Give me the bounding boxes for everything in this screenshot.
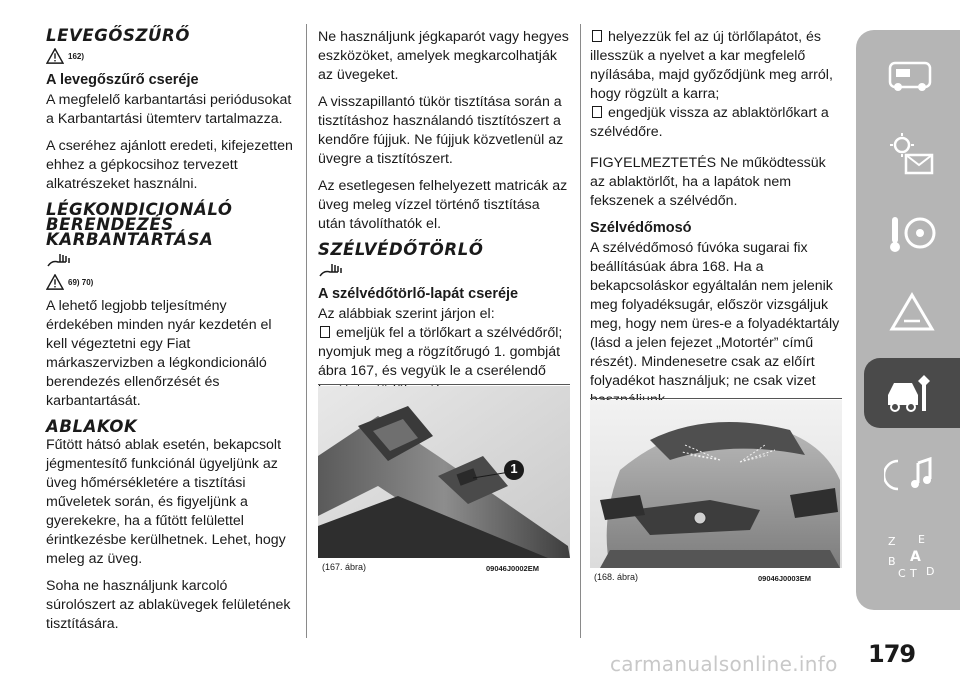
figure-caption: (168. ábra) (594, 572, 639, 582)
figure-168 (590, 400, 842, 583)
wiper-refs (318, 261, 570, 279)
tab-multimedia[interactable] (864, 438, 960, 508)
checkbox-bullet-icon (592, 106, 602, 118)
list-item (590, 104, 842, 142)
maintenance-icon (884, 369, 940, 417)
tab-maintenance[interactable] (864, 358, 960, 428)
ac-warning-refs (46, 273, 296, 291)
multimedia-icon (884, 449, 940, 497)
column-3 (590, 28, 842, 418)
subheading-wiper-blade: A szélvédőtörlő-lapát cseréje (318, 286, 519, 302)
paragraph: Az alábbiak szerint járjon el: (318, 306, 495, 322)
paragraph: A szélvédőmosó fúvóka sugarai fix beállításúak ábra 168. Ha a bekapcsoláskor egyáltalán nem jelenik meg folyadéksugár, először vizsgáljuk meg, hogy nem üres-e a folyadéktartály (lásd a jelen fejezet „Motortér” című részét). Mindenesetre csak az előírt folyadékot használjuk; ne csak vizet (590, 240, 840, 389)
reference-number: 69) 70) (68, 277, 94, 287)
warning-lights-icon (884, 129, 940, 177)
paragraph: Ne használjunk jégkaparót vagy hegyes eszközöket, amelyek megkarcolhatják az üvegeket. (318, 29, 569, 83)
paragraph: Fűtött hátsó ablak esetén, bekapcsolt jégmentesítő funkciónál ügyeljünk az üveg hőmérsékletére a tisztítási műveletek során, és figyeljünk a gyerekekre, ha a fűtött felülettel érintkezésbe kerülhetnek. Lehet, hogy meleg az üveg. (46, 437, 286, 567)
ac-refs (46, 251, 296, 269)
car-washer-illustration (590, 400, 842, 568)
column-divider (580, 24, 581, 638)
list-item-text: emeljük fel a törlőkart a szélvédőről; nyomjuk meg a rögzítőrugó 1. gombját ábra 167, és vegyük le a cserélendő (318, 325, 563, 379)
warning-triangle-icon (46, 48, 64, 64)
figure-167 (318, 386, 570, 573)
svg-text:C: C (898, 567, 906, 579)
subheading-air-filter-replacement: A levegőszűrő cseréje (46, 72, 199, 88)
checkbox-bullet-icon (320, 326, 330, 338)
figure-code: 09046J0002EM (486, 564, 539, 573)
figure-top-rule (318, 384, 570, 385)
paragraph: A megfelelő karbantartási periódusokat a Karbantartási ütemterv tartalmazza. (46, 92, 292, 127)
paragraph: A visszapillantó tükör tisztítása során a tisztításhoz használandó tisztítószert a kendőre fújjuk. Ne fújjuk közvetlenül az üvegre a tisztítószert. (318, 94, 564, 167)
svg-text:D: D (926, 565, 935, 578)
figure-code: 09046J0003EM (758, 574, 811, 583)
tab-warning-lights[interactable] (864, 118, 960, 188)
warning-paragraph: FIGYELMEZTETÉS Ne működtessük az ablaktörlőt, ha a lapátok nem fekszenek a szélvédőn. (590, 155, 826, 209)
figure-top-rule (590, 398, 842, 399)
list-item (590, 28, 842, 104)
tab-car-dashboard[interactable] (864, 38, 960, 108)
column-divider (306, 24, 307, 638)
svg-text:B: B (888, 555, 896, 568)
figure-callout-number: 1 (510, 461, 518, 476)
tab-key-steering[interactable] (864, 198, 960, 268)
tab-breakdown[interactable] (864, 278, 960, 348)
paragraph: A lehető legjobb teljesítmény érdekében minden nyár kezdetén el kell végeztetni egy Fiat márkaszervizben a légkondicionáló berendezés ellenőrzését és karbantartását. (46, 298, 272, 409)
list-item-text: helyezzük fel az új törlőlapátot, és illesszük a nyelvet a kar megfelelő nyílásába, majd győződjünk meg arról, hogy rögzült a karra; (590, 29, 833, 102)
figure-caption: (167. ábra) (322, 562, 367, 572)
page-number: 179 (868, 640, 916, 668)
warning-triangle-icon (46, 274, 64, 290)
environment-hand-icon (46, 252, 72, 268)
car-dashboard-icon (884, 49, 940, 97)
column-2 (318, 28, 570, 400)
tab-index[interactable] (864, 520, 960, 590)
key-steering-icon (884, 209, 940, 257)
paragraph: Soha ne használjunk karcoló súrolószert az ablaküvegek felületének tisztítására. (46, 578, 291, 632)
svg-text:Z: Z (888, 535, 896, 548)
heading-wipers: SZÉLVÉDŐTÖRLŐ (318, 240, 484, 259)
subheading-washer: Szélvédőmosó (590, 220, 692, 236)
environment-hand-icon (318, 262, 344, 278)
heading-air-filter: LEVEGŐSZŰRŐ (46, 26, 190, 45)
svg-text:T: T (910, 567, 917, 579)
heading-ac-maintenance: LÉGKONDICIONÁLÓ BERENDEZÉS KARBANTARTÁSA (46, 200, 233, 249)
paragraph: Az esetlegesen felhelyezett matricák az üveg meleg vízzel történő tisztítása után távolíthatók el. (318, 178, 568, 232)
chapter-sidebar (856, 30, 960, 610)
svg-text:E: E (918, 533, 925, 546)
column-1 (46, 28, 296, 642)
paragraph: A cseréhez ajánlott eredeti, kifejezetten ehhez a gépkocsihoz tervezett alkatrészeket használni. (46, 138, 293, 192)
list-item-text: engedjük vissza az ablaktörlőkart a szélvédőre. (590, 105, 829, 140)
breakdown-icon (884, 289, 940, 337)
checkbox-bullet-icon (592, 30, 602, 42)
air-filter-refs (46, 47, 296, 65)
wiper-blade-illustration (318, 386, 570, 558)
watermark: carmanualsonline.info (610, 652, 838, 676)
svg-text:A: A (910, 549, 921, 565)
heading-windows: ABLAKOK (46, 417, 138, 436)
index-icon (884, 531, 940, 579)
reference-number: 162) (68, 51, 85, 61)
